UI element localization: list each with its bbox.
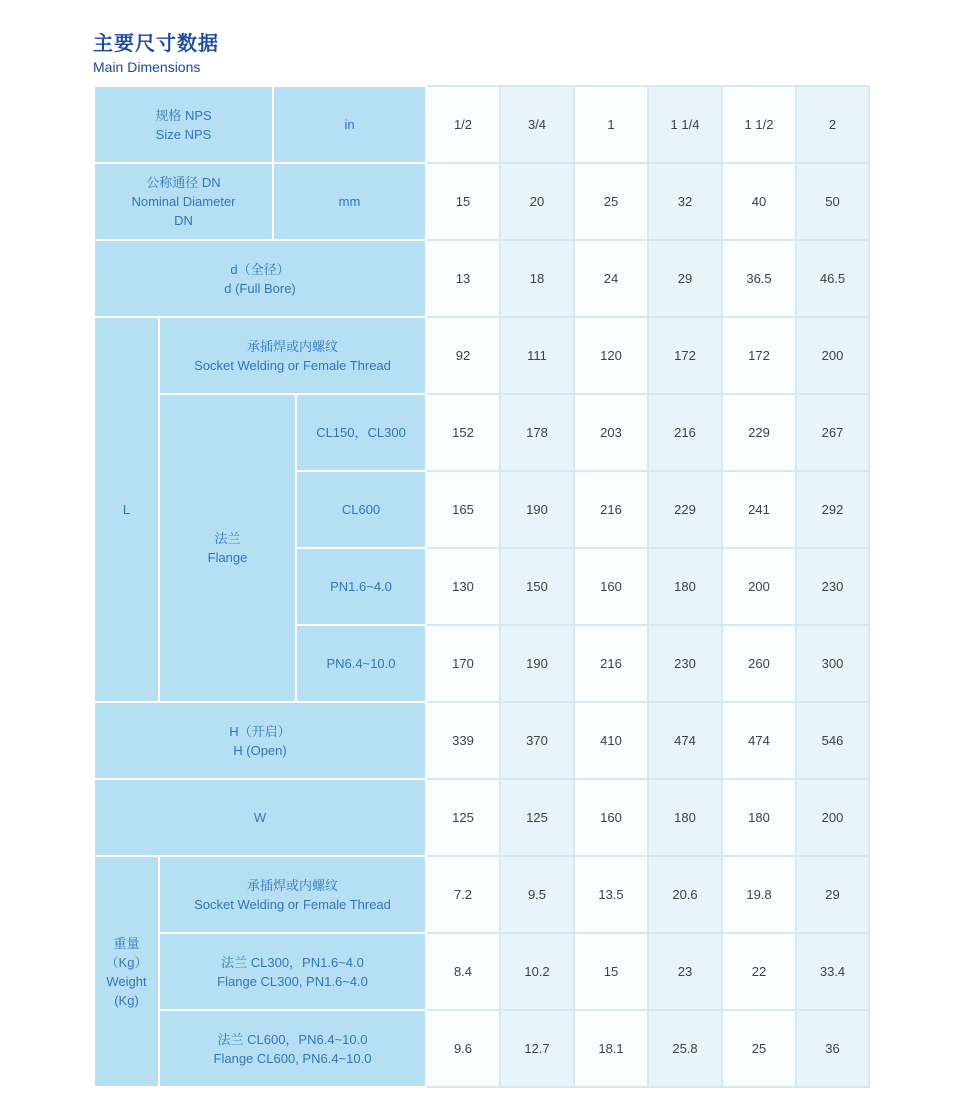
value-cell: 130 [426,548,500,625]
value-cell: 260 [722,625,796,702]
value-cell: 200 [796,317,869,394]
value-cell: 25.8 [648,1010,722,1087]
value-cell: 25 [574,163,648,240]
label-zh: 承插焊或内螺纹 [246,877,338,893]
value-cell: 19.8 [722,856,796,933]
row-header-size-nps [94,86,273,163]
value-cell: 230 [796,548,869,625]
value-cell: 190 [500,625,574,702]
value-cell: 180 [722,779,796,856]
value-cell: 12.7 [500,1010,574,1087]
value-cell: 200 [796,779,869,856]
value-cell: 229 [722,394,796,471]
value-cell: 25 [722,1010,796,1087]
unit-cell: mm [273,163,426,240]
value-cell: 1 [574,86,648,163]
label-en: Flange [207,550,248,565]
value-cell: 13 [426,240,500,317]
value-cell: 46.5 [796,240,869,317]
value-cell: 180 [648,779,722,856]
value-cell: 36 [796,1010,869,1087]
label-en: Socket Welding or Female Thread [194,357,391,373]
row-h-open [94,702,869,779]
value-cell: 180 [648,548,722,625]
row-weight-flange-cl600 [94,1010,869,1087]
value-cell: 9.5 [500,856,574,933]
value-cell: 190 [500,471,574,548]
value-cell: 24 [574,240,648,317]
row-header-weight-socket [159,856,426,933]
value-cell: 23 [648,933,722,1010]
value-cell: 33.4 [796,933,869,1010]
value-cell: 474 [648,702,722,779]
value-cell: 200 [722,548,796,625]
value-cell: 3/4 [500,86,574,163]
value-cell: 172 [648,317,722,394]
label-en: Weight [106,973,147,989]
value-cell: 1 1/2 [722,86,796,163]
value-cell: 178 [500,394,574,471]
label-en: Flange CL600, PN6.4~10.0 [213,1050,372,1066]
row-header-cl600: CL600 [296,471,426,548]
value-cell: 29 [648,240,722,317]
row-l-socket [94,317,869,394]
page-title: 主要尺寸数据 [93,33,219,55]
value-cell: 15 [574,933,648,1010]
value-cell: 20 [500,163,574,240]
value-cell: 9.6 [426,1010,500,1087]
value-cell: 165 [426,471,500,548]
value-cell: 15 [426,163,500,240]
row-nominal-diameter [94,163,869,240]
label-en: d (Full Bore) [224,280,296,296]
row-header-weight-flange-cl600 [159,1010,426,1087]
row-header-w: W [94,779,426,856]
label-en: Flange CL300, PN1.6~4.0 [217,973,368,989]
value-cell: 230 [648,625,722,702]
value-cell: 50 [796,163,869,240]
row-d-full-bore [94,240,869,317]
value-cell: 18 [500,240,574,317]
value-cell: 40 [722,163,796,240]
value-cell: 241 [722,471,796,548]
row-size-nps [94,86,869,163]
value-cell: 2 [796,86,869,163]
value-cell: 339 [426,702,500,779]
label-zh: H（开启） [229,723,291,739]
row-header-pn16-40: PN1.6~4.0 [296,548,426,625]
label-en: Size NPS [155,126,212,142]
value-cell: 172 [722,317,796,394]
page-header [93,27,219,75]
label-en: Nominal Diameter [131,194,236,209]
value-cell: 216 [648,394,722,471]
row-l-flange-cl150-cl300 [94,394,869,471]
value-cell: 125 [500,779,574,856]
value-cell: 111 [500,317,574,394]
row-header-h-open [94,702,426,779]
row-header-l-socket [159,317,426,394]
value-cell: 10.2 [500,933,574,1010]
row-header-weight-flange-cl300 [159,933,426,1010]
value-cell: 7.2 [426,856,500,933]
value-cell: 203 [574,394,648,471]
value-cell: 160 [574,548,648,625]
unit-cell: in [273,86,426,163]
value-cell: 546 [796,702,869,779]
value-cell: 474 [722,702,796,779]
value-cell: 300 [796,625,869,702]
label-en: DN [174,213,193,228]
value-cell: 292 [796,471,869,548]
row-header-d-full-bore [94,240,426,317]
page-subtitle: Main Dimensions [93,59,201,75]
value-cell: 229 [648,471,722,548]
row-weight-flange-cl300 [94,933,869,1010]
value-cell: 92 [426,317,500,394]
label-zh: 重量 [113,935,140,951]
row-header-cl150-cl300: CL150，CL300 [296,394,426,471]
value-cell: 13.5 [574,856,648,933]
value-cell: 216 [574,625,648,702]
row-header-L: L [94,317,159,702]
label-zh: 法兰 [214,531,241,546]
value-cell: 1/2 [426,86,500,163]
value-cell: 216 [574,471,648,548]
row-weight-socket [94,856,869,933]
value-cell: 267 [796,394,869,471]
value-cell: 120 [574,317,648,394]
label-zh: 承插焊或内螺纹 [246,338,338,354]
label-en: H (Open) [233,742,287,758]
value-cell: 20.6 [648,856,722,933]
value-cell: 22 [722,933,796,1010]
row-w [94,779,869,856]
label-zh: 规格 NPS [155,107,212,123]
value-cell: 8.4 [426,933,500,1010]
value-cell: 170 [426,625,500,702]
value-cell: 18.1 [574,1010,648,1087]
value-cell: 160 [574,779,648,856]
value-cell: 29 [796,856,869,933]
row-header-flange [159,394,296,702]
value-cell: 36.5 [722,240,796,317]
label-zh: 公称通径 DN [146,175,221,190]
row-header-pn64-100: PN6.4~10.0 [296,625,426,702]
label-en: Socket Welding or Female Thread [194,896,391,912]
label-zh: 法兰 CL600，PN6.4~10.0 [217,1031,368,1047]
row-header-nominal-diameter [94,163,273,240]
value-cell: 370 [500,702,574,779]
value-cell: 125 [426,779,500,856]
label-zh: （Kg） [105,954,148,970]
row-header-weight [94,856,159,1087]
value-cell: 1 1/4 [648,86,722,163]
label-zh: d（全径） [230,261,290,277]
label-en: (Kg) [114,992,139,1008]
value-cell: 152 [426,394,500,471]
label-zh: 法兰 CL300，PN1.6~4.0 [221,954,364,970]
value-cell: 32 [648,163,722,240]
main-dimensions-table [93,85,870,1088]
value-cell: 150 [500,548,574,625]
value-cell: 410 [574,702,648,779]
